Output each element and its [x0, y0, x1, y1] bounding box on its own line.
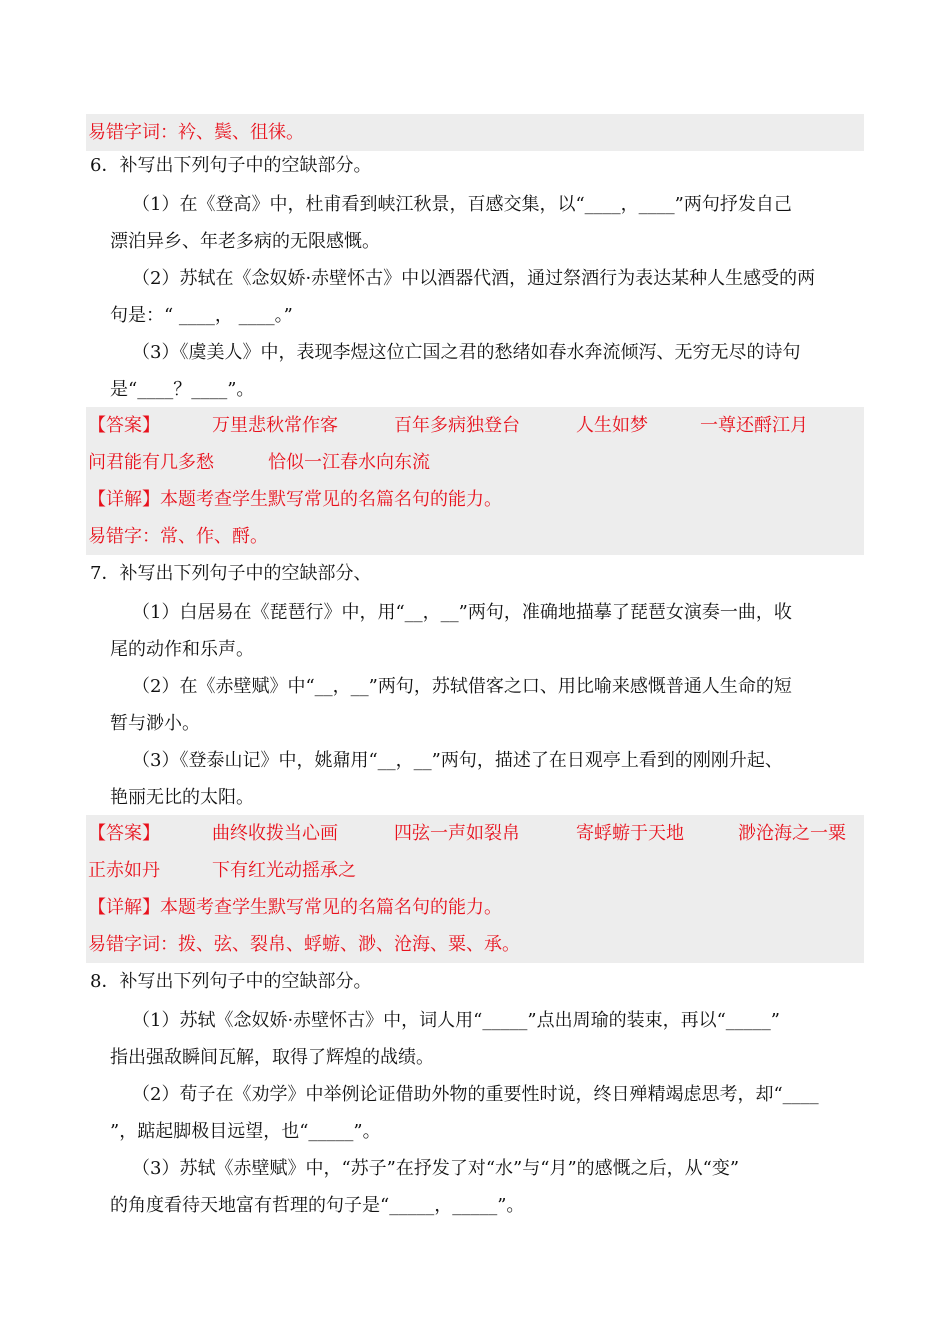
question-item-3-continued: 的角度看待天地富有哲理的句子是“_____，_____”。 [110, 1195, 525, 1216]
answer-text: 万里悲秋常作客 [212, 415, 338, 436]
answer-label: 【答案】 [88, 415, 160, 436]
answer-row [86, 407, 864, 444]
question-item-3-continued: 艳丽无比的太阳。 [110, 787, 254, 808]
question-item-2: （2）在《赤壁赋》中“__，__”两句，苏轼借客之口、用比喻来感慨普通人生命的短 [132, 676, 792, 697]
answer-note: 易错字：常、作、酹。 [86, 518, 864, 555]
question-6 [0, 147, 950, 408]
answer-block-7 [0, 815, 950, 963]
answer-text: 曲终收拨当心画 [212, 823, 338, 844]
answer-detail: 【详解】本题考查学生默写常见的名篇名句的能力。 [86, 889, 864, 926]
answer-row [86, 815, 864, 852]
question-item-1-continued: 指出强敌瞬间瓦解，取得了辉煌的战绩。 [110, 1047, 434, 1068]
question-title: 7．补写出下列句子中的空缺部分、 [90, 563, 372, 584]
answer-row [86, 852, 864, 889]
answer-block-6 [0, 407, 950, 555]
top-note: 易错字词：衿、鬓、徂徕。 [86, 114, 864, 151]
question-item-3: （3）苏轼《赤壁赋》中，“苏子”在抒发了对“水”与“月”的感慨之后，从“变” [132, 1158, 740, 1179]
answer-text: 一尊还酹江月 [700, 415, 808, 436]
answer-detail: 【详解】本题考查学生默写常见的名篇名句的能力。 [86, 481, 864, 518]
answer-text: 渺沧海之一粟 [738, 823, 846, 844]
question-item-2-continued: ”，踮起脚极目远望，也“_____”。 [110, 1121, 381, 1142]
question-item-3: （3）《登泰山记》中，姚鼐用“__，__”两句，描述了在日观亭上看到的刚刚升起、 [132, 750, 783, 771]
question-item-1-continued: 尾的动作和乐声。 [110, 639, 254, 660]
question-item-3: （3）《虞美人》中，表现李煜这位亡国之君的愁绪如春水奔流倾泻、无穷无尽的诗句 [132, 342, 801, 363]
answer-row [86, 444, 864, 481]
question-item-1: （1）白居易在《琵琶行》中，用“__，__”两句，准确地描摹了琵琶女演奏一曲，收 [132, 602, 792, 623]
question-item-1-continued: 漂泊异乡、年老多病的无限感慨。 [110, 231, 380, 252]
answer-text: 恰似一江春水向东流 [268, 452, 430, 473]
question-item-2-continued: 句是：“ ____， ____。” [110, 305, 293, 326]
question-item-3-continued: 是“____？____”。 [110, 379, 255, 400]
question-title: 6．补写出下列句子中的空缺部分。 [90, 155, 372, 176]
question-item-2-continued: 暂与渺小。 [110, 713, 200, 734]
answer-note: 易错字词：拨、弦、裂帛、蜉蝣、渺、沧海、粟、承。 [86, 926, 864, 963]
answer-text: 正赤如丹 [88, 860, 160, 881]
answer-text: 问君能有几多愁 [88, 452, 214, 473]
answer-text: 人生如梦 [576, 415, 648, 436]
answer-text: 百年多病独登台 [394, 415, 520, 436]
question-item-2: （2）荀子在《劝学》中举例论证借助外物的重要性时说，终日殚精竭虑思考，却“____ [132, 1084, 819, 1105]
question-title: 8．补写出下列句子中的空缺部分。 [90, 971, 372, 992]
question-8 [0, 963, 950, 1224]
answer-text: 下有红光动摇承之 [212, 860, 356, 881]
question-item-1: （1）苏轼《念奴娇·赤壁怀古》中，词人用“_____”点出周瑜的装束，再以“_____” [132, 1010, 780, 1031]
answer-text: 寄蜉蝣于天地 [576, 823, 684, 844]
question-item-2: （2）苏轼在《念奴娇·赤壁怀古》中以酒器代酒，通过祭酒行为表达某种人生感受的两 [132, 268, 816, 289]
question-item-1: （1）在《登高》中，杜甫看到峡江秋景，百感交集，以“____，____”两句抒发自己 [132, 194, 792, 215]
answer-text: 四弦一声如裂帛 [394, 823, 520, 844]
question-7 [0, 555, 950, 816]
answer-label: 【答案】 [88, 823, 160, 844]
